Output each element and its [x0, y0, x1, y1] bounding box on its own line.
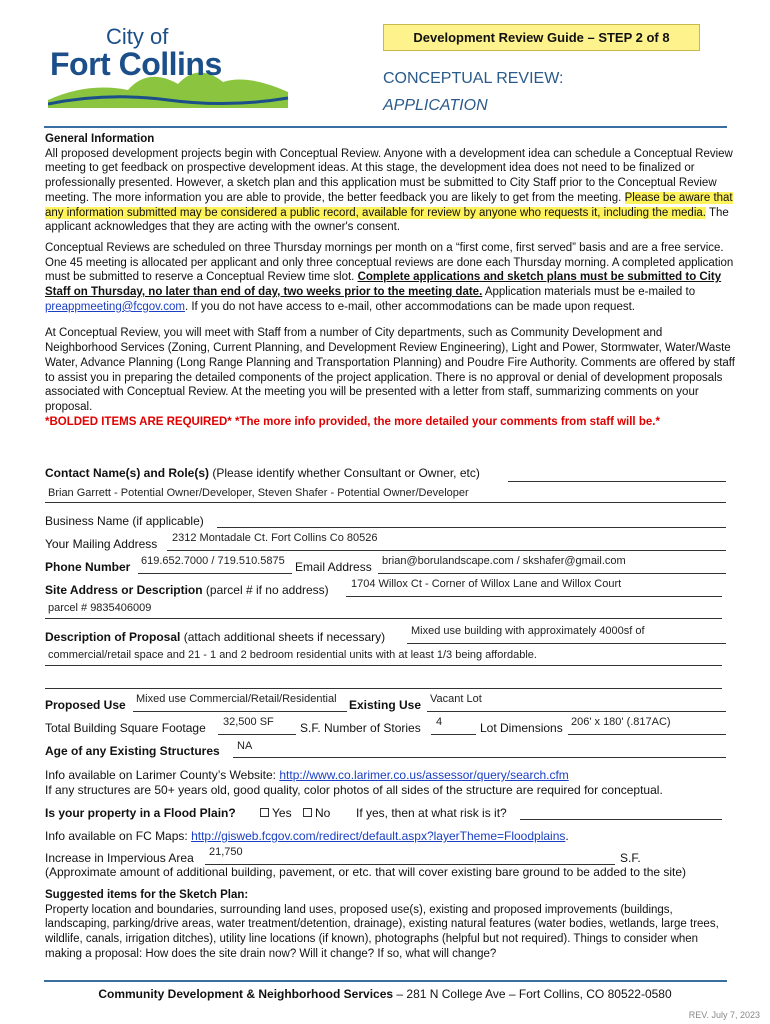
- mailing-field[interactable]: 2312 Montadale Ct. Fort Collins Co 80526: [172, 532, 378, 544]
- lot-line: [568, 734, 726, 735]
- contact-label-row: Contact Name(s) and Role(s) (Please identify whether Consultant or Owner, etc): [45, 466, 480, 480]
- site-line: [346, 596, 722, 597]
- stories-field[interactable]: 4: [436, 716, 443, 728]
- lot-field[interactable]: 206' x 180' (.817AC): [571, 716, 671, 728]
- step-label: Development Review Guide – STEP 2 of 8: [383, 24, 700, 51]
- business-label: Business Name (if applicable): [45, 514, 204, 528]
- site-field-2[interactable]: parcel # 9835406009: [48, 602, 152, 614]
- logo-line1: City of: [106, 24, 169, 49]
- fcmaps-link[interactable]: http://gisweb.fcgov.com/redirect/default.aspx?layerTheme=Floodplains: [191, 829, 566, 843]
- contact-line-1: [508, 481, 726, 482]
- phone-label: Phone Number: [45, 560, 131, 574]
- site-label-row: Site Address or Description (parcel # if no address): [45, 583, 329, 597]
- sketch-body: Property location and boundaries, surrounding land uses, proposed use(s), existing and proposed improvements (buildings, landscaping, parking/drive areas, water treatment/detention, drainage), existing natural features (water bodies, wetlands, large trees, wildlife, canals, irrigation ditches), utility line locations (if known), photographs (helpful but not required). Things to consider when making a proposal: How does the site drain now? Will it change? If so, what will change?: [45, 903, 719, 960]
- required-note: *BOLDED ITEMS ARE REQUIRED* *The more info provided, the more detailed your comments from staff will be.*: [45, 415, 660, 428]
- footer: Community Development & Neighborhood Services – 281 N College Ave – Fort Collins, CO 80522-0580: [98, 987, 672, 1001]
- logo-line2: Fort Collins: [50, 46, 222, 82]
- description-line-3: [45, 688, 722, 689]
- footer-divider: [44, 980, 727, 982]
- page-title: CONCEPTUAL REVIEW:: [383, 70, 564, 87]
- impervious-field[interactable]: 21,750: [209, 846, 243, 858]
- sketch-section: [45, 888, 735, 962]
- contact-field[interactable]: Brian Garrett - Potential Owner/Developer, Steven Shafer - Potential Owner/Developer: [48, 487, 469, 499]
- existing-line: [427, 711, 726, 712]
- age-field[interactable]: NA: [237, 740, 253, 752]
- general-paragraph-1: All proposed development projects begin with Conceptual Review. Anyone with a development idea can schedule a Conceptual Review meeting to get feedback on prospective development ideas. At this stage, the development idea does not need to be finalized or professionally presented. However, a sketch plan and this application must be submitted to City Staff prior to the Conceptual Review meeting. The more information you are able to provide, the better feedback you are likely to get from the meeting. Please be aware that any information submitted may be considered a public record, available for review by anyone who requests it, including the media. The applicant acknowledges that they are acting with the owner's consent.: [45, 147, 733, 234]
- business-field[interactable]: [217, 527, 726, 528]
- sqft-label: Total Building Square Footage: [45, 721, 206, 735]
- revision-date: REV. July 7, 2023: [688, 1010, 760, 1020]
- sketch-heading: Suggested items for the Sketch Plan:: [45, 889, 249, 901]
- email-line: [378, 573, 726, 574]
- stories-label: S.F. Number of Stories: [300, 721, 421, 735]
- proposed-line: [133, 711, 347, 712]
- phone-line: [138, 573, 292, 574]
- stories-line: [431, 734, 476, 735]
- mailing-line: [167, 550, 726, 551]
- existing-use-label: Existing Use: [349, 698, 422, 712]
- age-label: Age of any Existing Structures: [45, 744, 220, 758]
- mailing-label: Your Mailing Address: [45, 537, 158, 551]
- general-paragraph-2: Conceptual Reviews are scheduled on three Thursday mornings per month on a “first come, first served” basis and are a free service. One 45 meeting is allocated per applicant and only three conceptual reviews are done each Thursday morning. A completed application must be submitted to reserve a Conceptual Review time slot. Complete applications and sketch plans must be submitted to City Staff on Thursday, no later than end of day, two weeks prior to the meeting date. Application materials must be e-mailed to preappmeeting@fcgov.com. If you do not have access to e-mail, other accommodations can be made upon request.: [45, 241, 734, 313]
- larimer-link[interactable]: http://www.co.larimer.co.us/assessor/query/search.cfm: [279, 768, 569, 782]
- description-line-2: [45, 665, 722, 666]
- site-line-2: [45, 618, 722, 619]
- site-field[interactable]: 1704 Willox Ct - Corner of Willox Lane and Willox Court: [351, 578, 622, 590]
- general-paragraph-3: At Conceptual Review, you will meet with Staff from a number of City departments, such as Community Development and Neighborhood Services (Zoning, Current Planning, and Development Review Engineering), Light and Power, Stormwater, Water/Waste Water, Advance Planning (Long Range Planning and Transportation Planning) and Poudre Fire Authority. Comments are offered by staff to assist you in preparing the detailed components of the project application. There is no approval or denial of development proposals associated with Conceptual Review. At the meeting you will be presented with a letter from staff, summarizing comments on your proposal.: [45, 327, 735, 413]
- proposed-use-label: Proposed Use: [45, 698, 126, 712]
- sqft-field[interactable]: 32,500 SF: [223, 716, 274, 728]
- existing-use-field[interactable]: Vacant Lot: [430, 693, 482, 705]
- impervious-label: Increase in Impervious Area: [45, 851, 194, 865]
- description-field-2[interactable]: commercial/retail space and 21 - 1 and 2 bedroom residential units with at least 1/3 being affordable.: [48, 649, 537, 661]
- flood-yes-option[interactable]: Yes: [260, 806, 292, 820]
- city-logo: [48, 22, 308, 122]
- general-heading: General Information: [45, 133, 155, 145]
- fcmaps-row: Info available on FC Maps: http://gisweb.fcgov.com/redirect/default.aspx?layerTheme=Floodplains.: [45, 829, 569, 843]
- page-subtitle: APPLICATION: [383, 97, 488, 114]
- photos-note: If any structures are 50+ years old, good quality, color photos of all sides of the structure are required for conceptual.: [45, 783, 663, 797]
- flood-risk-field[interactable]: [520, 819, 722, 820]
- age-line: [233, 757, 726, 758]
- flood-risk-label: If yes, then at what risk is it?: [356, 806, 507, 820]
- flood-yes-checkbox[interactable]: [260, 808, 269, 817]
- header-divider: [44, 126, 727, 128]
- impervious-unit: S.F.: [620, 851, 641, 865]
- flood-no-checkbox[interactable]: [303, 808, 312, 817]
- sqft-line: [218, 734, 296, 735]
- general-information: [45, 132, 735, 429]
- description-label-row: Description of Proposal (attach additional sheets if necessary): [45, 630, 386, 644]
- contact-line-2: [45, 502, 726, 503]
- flood-no-option[interactable]: No: [303, 806, 330, 820]
- phone-field[interactable]: 619.652.7000 / 719.510.5875: [141, 555, 285, 567]
- email-label: Email Address: [295, 560, 372, 574]
- lot-label: Lot Dimensions: [480, 721, 563, 735]
- email-link[interactable]: preappmeeting@fcgov.com: [45, 300, 185, 313]
- description-field[interactable]: Mixed use building with approximately 4000sf of: [411, 625, 645, 637]
- proposed-use-field[interactable]: Mixed use Commercial/Retail/Residential: [136, 693, 337, 705]
- impervious-note: (Approximate amount of additional building, pavement, or etc. that will cover existing bare ground to be added to the site): [45, 865, 687, 879]
- larimer-row: Info available on Larimer County’s Website: http://www.co.larimer.co.us/assessor/query/search.cfm: [45, 768, 569, 782]
- email-field[interactable]: brian@borulandscape.com / skshafer@gmail.com: [382, 555, 626, 567]
- description-line: [407, 643, 726, 644]
- flood-label: Is your property in a Flood Plain?: [45, 806, 236, 820]
